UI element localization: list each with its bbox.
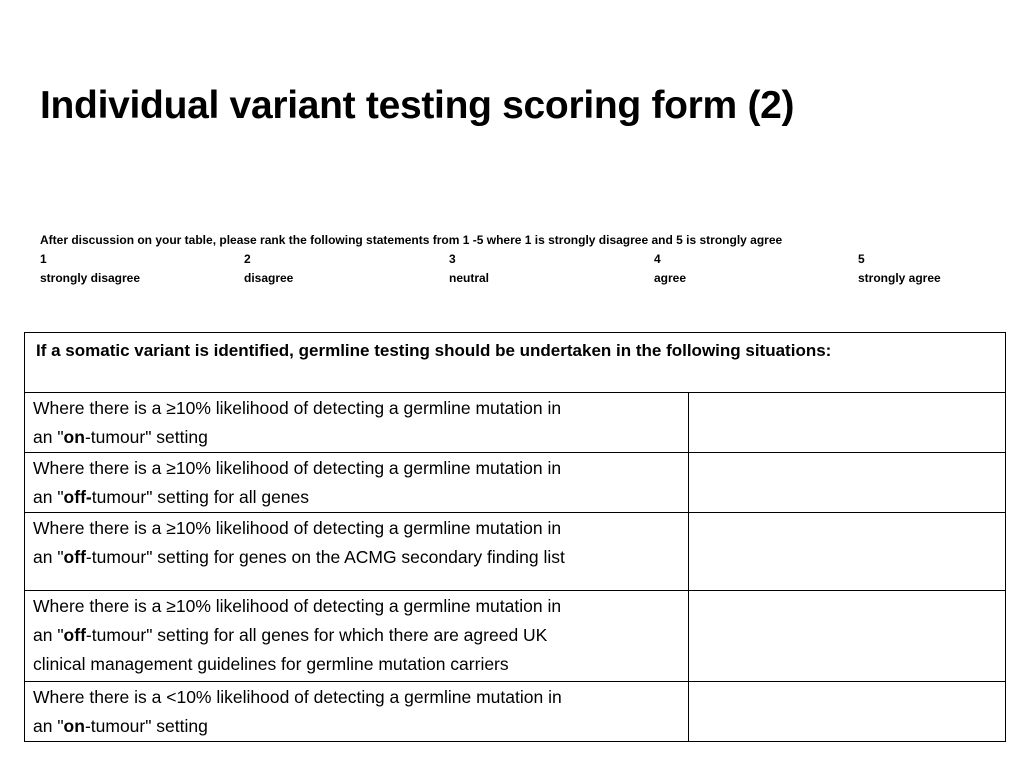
statement-cell [25,682,689,742]
score-cell[interactable] [689,453,1006,513]
statement-line [33,423,682,452]
statement-line: Where there is a ≥10% likelihood of detecting a germline mutation in [33,398,562,418]
statement-line: Where there is a ≥10% likelihood of detecting a germline mutation in [33,596,562,616]
table-row [25,453,1006,513]
scale-label-2: disagree [244,271,294,285]
table-header-row [25,333,1006,393]
scale-number-3: 3 [449,252,456,266]
score-cell[interactable] [689,393,1006,453]
statement-line [33,483,682,512]
scale-number-1: 1 [40,252,47,266]
scoring-table [24,332,1006,742]
scale-label-4: agree [654,271,687,285]
statement-line [33,543,682,572]
scale-numbers-row [40,250,1000,269]
table-row [25,591,1006,682]
statement-prefix: an " [33,427,64,447]
statement-cell [25,513,689,591]
scale-number-5: 5 [858,252,865,266]
table-row [25,513,1006,591]
statement-emphasis: off [63,547,86,567]
instructions-text: After discussion on your table, please rank the following statements from 1 -5 where 1 is strongly disagree and 5 is strongly agree [40,233,783,247]
statement-suffix: -tumour" setting [84,716,208,736]
statement-emphasis: off [63,625,86,645]
scale-label-1: strongly disagree [40,271,141,285]
statement-suffix: -tumour" setting for genes on the ACMG secondary finding list [85,547,565,567]
score-cell[interactable] [689,682,1006,742]
table-header: If a somatic variant is identified, germline testing should be undertaken in the following situations: [25,333,1006,393]
statement-line: clinical management guidelines for germline mutation carriers [33,654,509,674]
statement-line: Where there is a ≥10% likelihood of detecting a germline mutation in [33,458,562,478]
table-row [25,393,1006,453]
statement-cell [25,591,689,682]
statement-prefix: an " [33,487,64,507]
statement-cell [25,393,689,453]
statement-emphasis: off- [63,487,92,507]
statement-prefix: an " [33,547,64,567]
statement-suffix: tumour" setting for all genes [91,487,310,507]
scale-label-5: strongly agree [858,271,941,285]
statement-line: Where there is a ≥10% likelihood of detecting a germline mutation in [33,518,562,538]
scale-number-2: 2 [244,252,251,266]
statement-emphasis: on [63,427,85,447]
table-row [25,682,1006,742]
statement-line: Where there is a <10% likelihood of detecting a germline mutation in [33,687,562,707]
scale-label-3: neutral [449,271,490,285]
statement-emphasis: on [63,716,85,736]
statement-prefix: an " [33,625,64,645]
score-cell[interactable] [689,513,1006,591]
scale-number-4: 4 [654,252,661,266]
statement-line [33,712,682,741]
scale-labels-row [40,269,1000,288]
score-cell[interactable] [689,591,1006,682]
statement-cell [25,453,689,513]
statement-suffix: -tumour" setting [84,427,208,447]
statement-line [33,621,682,650]
page-title: Individual variant testing scoring form (2) [40,84,795,127]
statement-prefix: an " [33,716,64,736]
instructions-block [40,231,1000,288]
statement-suffix: -tumour" setting for all genes for which there are agreed UK [85,625,548,645]
